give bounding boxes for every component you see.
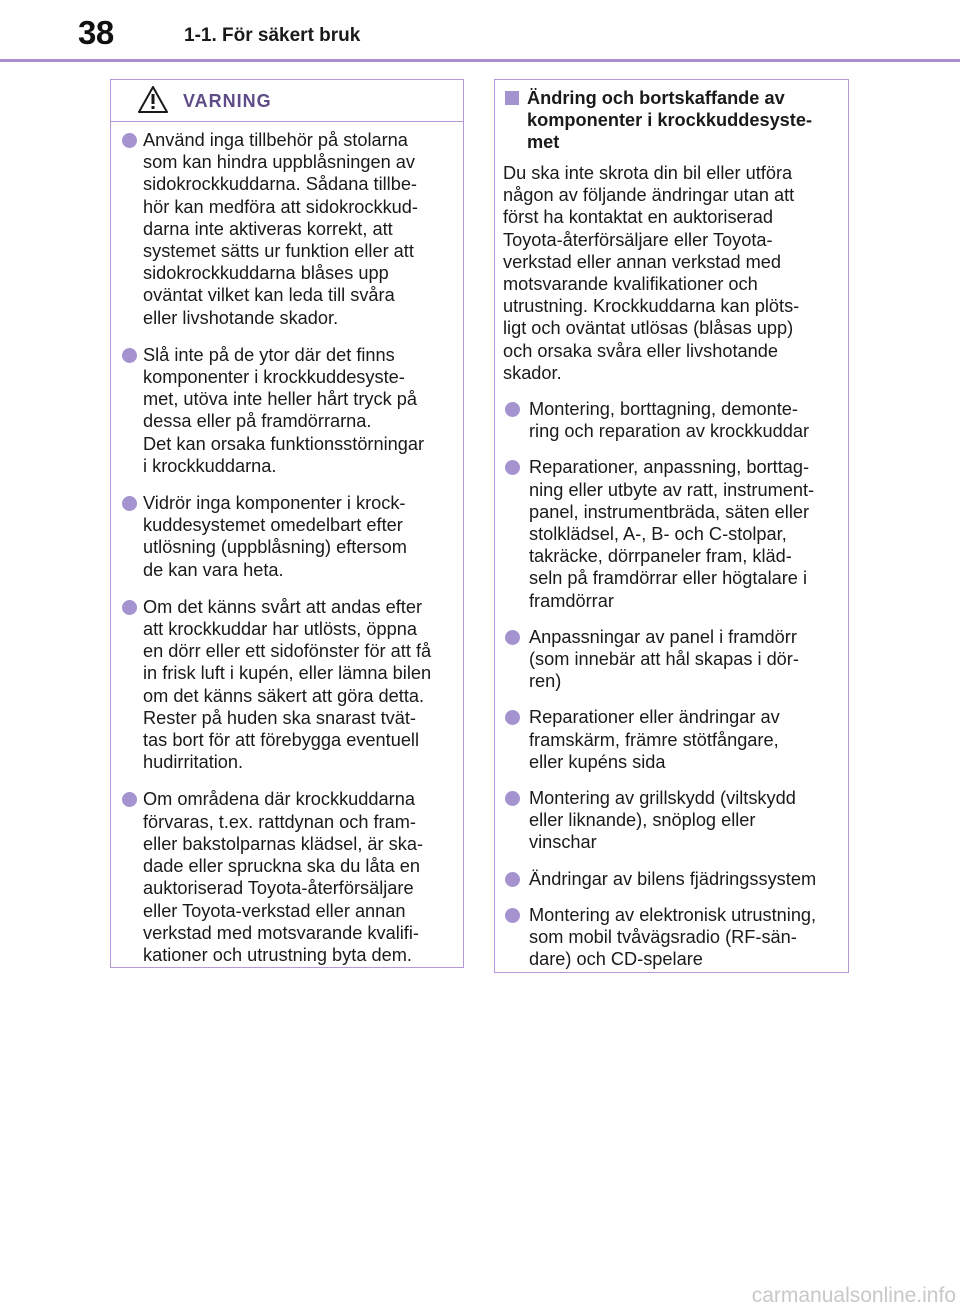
bullet-dot-icon bbox=[122, 348, 137, 363]
modification-item-text: Anpassningar av panel i framdörr (som innebär att hål skapas i dör- ren) bbox=[529, 626, 799, 692]
warning-item-text: Om det känns svårt att andas efter att krockkuddar har utlösts, öppna en dörr eller ett sidofönster för att få in frisk luft i kupén, eller lämna bilen om det känns säkert att göra detta. Rester på huden ska snarast tvät- tas bort för att förebygga eventuell hudirritation. bbox=[143, 596, 432, 773]
modification-item bbox=[503, 398, 838, 442]
square-bullet-icon bbox=[505, 91, 519, 105]
bullet-dot-icon bbox=[122, 133, 137, 148]
modification-item bbox=[503, 868, 838, 890]
modifications-content bbox=[495, 80, 848, 971]
bullet-dot-icon bbox=[505, 710, 520, 725]
warning-header bbox=[111, 80, 463, 122]
bullet-dot-icon bbox=[122, 600, 137, 615]
modifications-heading-text: Ändring och bortskaffande av komponenter i krockkuddesyste- met bbox=[527, 88, 813, 152]
warning-box bbox=[110, 79, 464, 968]
header-rule bbox=[0, 59, 960, 62]
modification-item bbox=[503, 626, 838, 693]
modifications-heading bbox=[503, 87, 838, 153]
modification-item bbox=[503, 456, 838, 611]
page-number: 38 bbox=[78, 14, 114, 51]
section-title: 1-1. För säkert bruk bbox=[184, 25, 361, 46]
warning-label: VARNING bbox=[183, 91, 272, 111]
warning-triangle-icon bbox=[138, 86, 168, 113]
warning-item bbox=[121, 492, 451, 581]
modification-item-text: Reparationer eller ändringar av framskärm, främre stötfångare, eller kupéns sida bbox=[529, 707, 780, 772]
modification-item-text: Reparationer, anpassning, borttag- ning eller utbyte av ratt, instrument- panel, instrumentbräda, säten eller stolklädsel, A-, B- och C-stolpar, takräcke, dörrpaneler fram, kläd- seln på framdörrar eller högtalare i framdörrar bbox=[529, 457, 815, 611]
warning-item bbox=[121, 129, 451, 329]
modification-item-text: Montering, borttagning, demonte- ring och reparation av krockkuddar bbox=[529, 399, 810, 442]
warning-list bbox=[111, 122, 463, 966]
modification-item bbox=[503, 787, 838, 854]
bullet-dot-icon bbox=[505, 630, 520, 645]
modification-item-text: Ändringar av bilens fjädringssystem bbox=[529, 868, 817, 889]
modifications-box bbox=[494, 79, 849, 973]
watermark: carmanualsonline.info bbox=[751, 1284, 956, 1307]
warning-item bbox=[121, 344, 451, 477]
warning-item-text: Vidrör inga komponenter i krock- kuddesystemet omedelbart efter utlösning (uppblåsning) eftersom de kan vara heta. bbox=[143, 493, 407, 580]
bullet-dot-icon bbox=[505, 872, 520, 887]
page-header bbox=[0, 0, 960, 64]
bullet-dot-icon bbox=[505, 460, 520, 475]
warning-item bbox=[121, 596, 451, 774]
bullet-dot-icon bbox=[505, 402, 520, 417]
bullet-dot-icon bbox=[122, 496, 137, 511]
modification-item-text: Montering av grillskydd (viltskydd eller liknande), snöplog eller vinschar bbox=[529, 788, 796, 853]
warning-item bbox=[121, 788, 451, 966]
bullet-dot-icon bbox=[122, 792, 137, 807]
modification-item bbox=[503, 904, 838, 971]
modifications-intro: Du ska inte skrota din bil eller utföra någon av följande ändringar utan att först ha kontaktat en auktoriserad Toyota-återförsäljare eller Toyota- verkstad eller annan verkstad med motsvarande kvalifikationer och utrustning. Krockkuddarna kan plöts- ligt och oväntat utlösas (blåsas upp) och orsaka svåra eller livshotande skador. bbox=[503, 163, 800, 383]
bullet-dot-icon bbox=[505, 791, 520, 806]
warning-item-text: Använd inga tillbehör på stolarna som kan hindra uppblåsningen av sidokrockkuddarna. Sådana tillbe- hör kan medföra att sidokrockkud- darna inte aktiveras korrekt, att systemet sätts ur funktion eller att sidokrockkuddarna blåses upp oväntat vilket kan leda till svåra eller livshotande skador. bbox=[143, 130, 418, 328]
modification-item-text: Montering av elektronisk utrustning, som mobil tvåvägsradio (RF-sän- dare) och CD-spelare bbox=[529, 904, 817, 970]
warning-item-text: Om områdena där krockkuddarna förvaras, t.ex. rattdynan och fram- eller bakstolparnas klädsel, är ska- dade eller spruckna ska du låta en auktoriserad Toyota-återförsäljare eller Toyota-verkstad eller annan verkstad med motsvarande kvalifi- kationer och utrustning byta dem. bbox=[143, 789, 424, 965]
bullet-dot-icon bbox=[505, 908, 520, 923]
modification-item bbox=[503, 706, 838, 773]
warning-item-text: Slå inte på de ytor där det finns komponenter i krockkuddesyste- met, utöva inte heller hårt tryck på dessa eller på framdörrarna. Det kan orsaka funktionsstörningar i krockkuddarna. bbox=[143, 344, 425, 476]
